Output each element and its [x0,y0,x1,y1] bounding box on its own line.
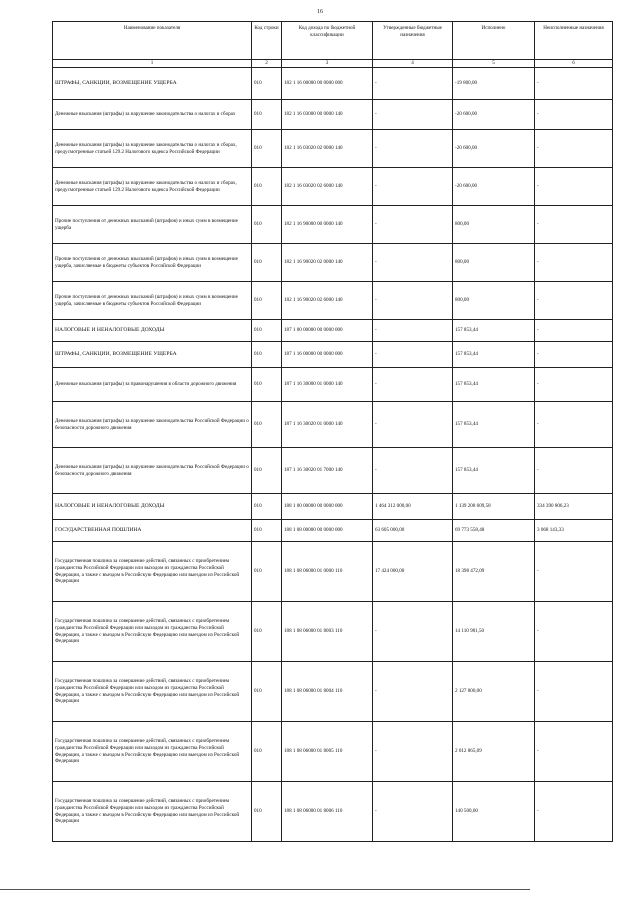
table-row [53,168,613,206]
executed-cell: -19 800,00 [453,68,535,100]
unexecuted-cell: - [535,100,613,130]
line-code-cell: 010 [252,602,282,662]
unexecuted-cell: 334 390 806,23 [535,494,613,520]
table-header-row [53,22,613,60]
approved-cell: - [373,282,453,320]
indicator-name-cell: ШТРАФЫ, САНКЦИИ, ВОЗМЕЩЕНИЕ УЩЕРБА [53,342,252,368]
indicator-name-cell: Государственная пошлина за совершение действий, связанных с приобретением гражданства Российской Федерации или выходом из гражданства Российской Федерации, а также с въездом в Российскую Федерацию или выездом из Российской Федерации [53,782,252,842]
line-code-cell: 010 [252,342,282,368]
line-code-cell: 010 [252,206,282,244]
income-code-cell: 182 1 16 90020 02 6000 140 [282,282,373,320]
approved-cell: - [373,244,453,282]
revenue-table [52,21,613,842]
unexecuted-cell: - [535,402,613,448]
income-code-cell: 188 1 08 06000 01 0000 110 [282,542,373,602]
indicator-name-cell: Денежные взыскания (штрафы) за нарушение законодательства о налогах и сборах, предусмотренные статьей 129.2 Налогового кодекса Российской Федерации [53,130,252,168]
table-row [53,520,613,542]
table-row [53,206,613,244]
header-income-code: Код дохода по бюджетной классификации [282,22,373,60]
approved-cell: - [373,342,453,368]
income-code-cell: 187 1 16 30020 01 7000 140 [282,448,373,494]
indicator-name-cell: Денежные взыскания (штрафы) за правонарушения в области дорожного движения [53,368,252,402]
indicator-name-cell: Государственная пошлина за совершение действий, связанных с приобретением гражданства Российской Федерации или выходом из гражданства Российской Федерации, а также с въездом в Российскую Федерацию или выездом из Российской Федерации [53,662,252,722]
unexecuted-cell: - [535,722,613,782]
table-row [53,782,613,842]
column-number: 6 [535,60,613,68]
column-number: 5 [453,60,535,68]
table-row [53,542,613,602]
line-code-cell: 010 [252,520,282,542]
approved-cell: - [373,168,453,206]
income-code-cell: 187 1 00 00000 00 0000 000 [282,320,373,342]
line-code-cell: 010 [252,130,282,168]
table-row [53,130,613,168]
line-code-cell: 010 [252,282,282,320]
unexecuted-cell: - [535,542,613,602]
indicator-name-cell: Денежные взыскания (штрафы) за нарушение законодательства о налогах и сборах [53,100,252,130]
table-row [53,342,613,368]
table-row [53,722,613,782]
unexecuted-cell: - [535,782,613,842]
column-number: 4 [373,60,453,68]
line-code-cell: 010 [252,722,282,782]
indicator-name-cell: Прочие поступления от денежных взысканий (штрафов) и иных сумм в возмещение ущерба, зачисляемые в бюджеты субъектов Российской Федерации [53,282,252,320]
line-code-cell: 010 [252,662,282,722]
executed-cell: 157 853,44 [453,342,535,368]
executed-cell: 14 110 981,50 [453,602,535,662]
line-code-cell: 010 [252,100,282,130]
line-code-cell: 010 [252,782,282,842]
income-code-cell: 182 1 16 00000 00 0000 000 [282,68,373,100]
line-code-cell: 010 [252,402,282,448]
income-code-cell: 188 1 08 06000 01 8006 110 [282,782,373,842]
income-code-cell: 187 1 16 00000 00 0000 000 [282,342,373,368]
table-row [53,68,613,100]
executed-cell: -20 600,00 [453,130,535,168]
income-code-cell: 187 1 16 30020 01 0000 140 [282,402,373,448]
header-executed: Исполнено [453,22,535,60]
indicator-name-cell: Прочие поступления от денежных взысканий (штрафов) и иных сумм в возмещение ущерба, зачисляемые в бюджеты субъектов Российской Федерации [53,244,252,282]
header-approved: Утвержденные бюджетные назначения [373,22,453,60]
indicator-name-cell: Денежные взыскания (штрафы) за нарушение законодательства Российской Федерации о безопасности дорожного движения [53,402,252,448]
page-number: 16 [317,9,323,15]
line-code-cell: 010 [252,168,282,206]
unexecuted-cell: - [535,168,613,206]
column-number-row [53,60,613,68]
income-code-cell: 182 1 16 03000 00 0000 140 [282,100,373,130]
approved-cell: - [373,722,453,782]
line-code-cell: 010 [252,542,282,602]
unexecuted-cell: - [535,320,613,342]
header-line-code: Код строки [252,22,282,60]
unexecuted-cell: - [535,68,613,100]
unexecuted-cell: - [535,342,613,368]
approved-cell: - [373,368,453,402]
executed-cell: 800,00 [453,282,535,320]
column-number: 1 [53,60,252,68]
approved-cell: - [373,130,453,168]
executed-cell: 2 127 800,00 [453,662,535,722]
income-code-cell: 182 1 16 03020 02 0000 140 [282,130,373,168]
approved-cell: 63 605 000,00 [373,520,453,542]
table-row [53,320,613,342]
approved-cell: 17 424 000,00 [373,542,453,602]
header-indicator-name: Наименование показателя [53,22,252,60]
executed-cell: 157 853,44 [453,402,535,448]
approved-cell: - [373,68,453,100]
table-row [53,100,613,130]
table-row [53,494,613,520]
unexecuted-cell: - [535,282,613,320]
approved-cell: - [373,662,453,722]
header-unexecuted: Неисполненные назначения [535,22,613,60]
table-row [53,602,613,662]
indicator-name-cell: Государственная пошлина за совершение действий, связанных с приобретением гражданства Российской Федерации или выходом из гражданства Российской Федерации, а также с въездом в Российскую Федерацию или выездом из Российской Федерации [53,602,252,662]
indicator-name-cell: Прочие поступления от денежных взысканий (штрафов) и иных сумм в возмещение ущерба [53,206,252,244]
approved-cell: - [373,402,453,448]
executed-cell: 157 853,44 [453,448,535,494]
executed-cell: 1 139 208 609,58 [453,494,535,520]
line-code-cell: 010 [252,368,282,402]
income-code-cell: 188 1 08 06000 01 8003 110 [282,602,373,662]
approved-cell: - [373,782,453,842]
table-row [53,368,613,402]
unexecuted-cell: - [535,662,613,722]
unexecuted-cell: - [535,244,613,282]
indicator-name-cell: Государственная пошлина за совершение действий, связанных с приобретением гражданства Российской Федерации или выходом из гражданства Российской Федерации, а также с въездом в Российскую Федерацию или выездом из Российской Федерации [53,542,252,602]
unexecuted-cell: - [535,368,613,402]
approved-cell: - [373,602,453,662]
table-row [53,402,613,448]
table-body [53,68,613,842]
income-code-cell: 188 1 00 00000 00 0000 000 [282,494,373,520]
income-code-cell: 188 1 08 06000 01 8004 110 [282,662,373,722]
line-code-cell: 010 [252,244,282,282]
executed-cell: 800,00 [453,206,535,244]
unexecuted-cell: - [535,602,613,662]
income-code-cell: 188 1 08 00000 00 0000 000 [282,520,373,542]
indicator-name-cell: НАЛОГОВЫЕ И НЕНАЛОГОВЫЕ ДОХОДЫ [53,320,252,342]
indicator-name-cell: ГОСУДАРСТВЕННАЯ ПОШЛИНА [53,520,252,542]
executed-cell: 800,00 [453,244,535,282]
indicator-name-cell: Денежные взыскания (штрафы) за нарушение законодательства о налогах и сборах, предусмотренные статьей 129.2 Налогового кодекса Российской Федерации [53,168,252,206]
approved-cell: - [373,320,453,342]
executed-cell: 18 398 472,09 [453,542,535,602]
approved-cell: - [373,448,453,494]
unexecuted-cell: 3 068 143,33 [535,520,613,542]
indicator-name-cell: Денежные взыскания (штрафы) за нарушение законодательства Российской Федерации о безопасности дорожного движения [53,448,252,494]
table-row [53,282,613,320]
line-code-cell: 010 [252,494,282,520]
executed-cell: 157 853,44 [453,320,535,342]
executed-cell: 69 773 558,48 [453,520,535,542]
income-code-cell: 182 1 16 90000 00 0000 140 [282,206,373,244]
indicator-name-cell: НАЛОГОВЫЕ И НЕНАЛОГОВЫЕ ДОХОДЫ [53,494,252,520]
table-row [53,448,613,494]
line-code-cell: 010 [252,448,282,494]
table-row [53,244,613,282]
income-code-cell: 188 1 08 06000 01 8005 110 [282,722,373,782]
executed-cell: 140 500,00 [453,782,535,842]
page-bottom-rule [0,889,530,890]
indicator-name-cell: Государственная пошлина за совершение действий, связанных с приобретением гражданства Российской Федерации или выходом из гражданства Российской Федерации, а также с въездом в Российскую Федерацию или выездом из Российской Федерации [53,722,252,782]
unexecuted-cell: - [535,130,613,168]
income-code-cell: 182 1 16 90020 02 0000 140 [282,244,373,282]
approved-cell: - [373,100,453,130]
income-code-cell: 187 1 16 30000 01 0000 140 [282,368,373,402]
income-code-cell: 182 1 16 03020 02 6000 140 [282,168,373,206]
column-number: 2 [252,60,282,68]
line-code-cell: 010 [252,68,282,100]
executed-cell: -20 600,00 [453,100,535,130]
approved-cell: 1 464 312 000,00 [373,494,453,520]
indicator-name-cell: ШТРАФЫ, САНКЦИИ, ВОЗМЕЩЕНИЕ УЩЕРБА [53,68,252,100]
executed-cell: 157 853,44 [453,368,535,402]
line-code-cell: 010 [252,320,282,342]
table-row [53,662,613,722]
unexecuted-cell: - [535,206,613,244]
column-number: 3 [282,60,373,68]
unexecuted-cell: - [535,448,613,494]
executed-cell: 2 012 865,09 [453,722,535,782]
executed-cell: -20 600,00 [453,168,535,206]
approved-cell: - [373,206,453,244]
